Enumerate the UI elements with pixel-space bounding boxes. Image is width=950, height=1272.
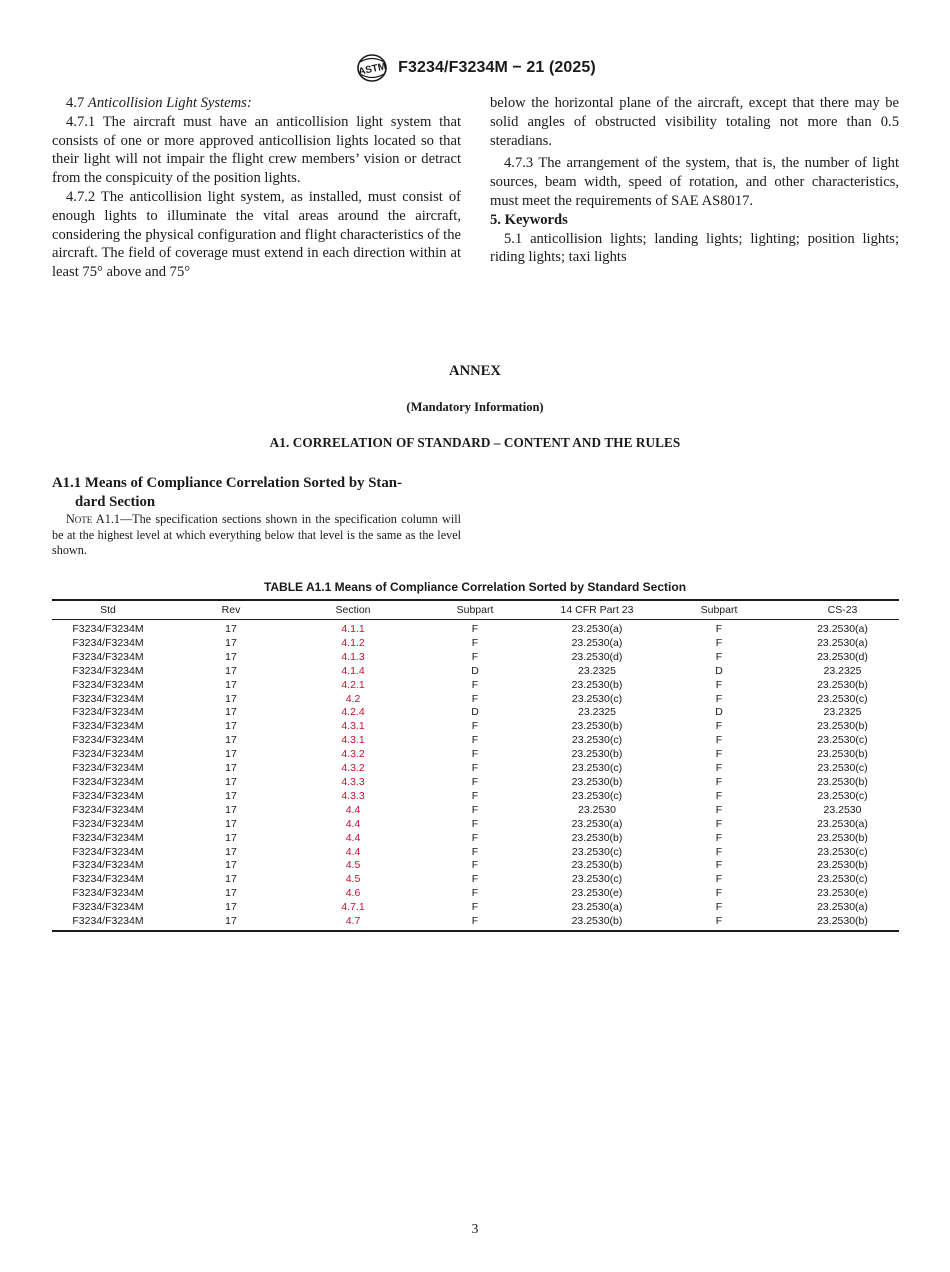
cell-cs23: 23.2530(a): [817, 901, 868, 914]
cell-section: 4.3.2: [341, 762, 365, 775]
cell-cs23: 23.2530(b): [817, 748, 868, 761]
logo-text: ASTM: [357, 61, 388, 78]
table-row: [52, 748, 899, 762]
note-label: Note: [66, 512, 93, 526]
header-subpart-2: Subpart: [652, 600, 786, 620]
cell-section: 4.3.1: [341, 720, 365, 733]
page-header: [0, 52, 950, 84]
cell-subpart-2: F: [652, 915, 786, 931]
cell-14cfr: 23.2530(a): [571, 623, 623, 635]
table-row: [52, 720, 899, 734]
cell-14cfr: 23.2530(a): [571, 901, 623, 914]
cell-subpart: F: [408, 915, 542, 931]
cell-cs23: 23.2530(b): [817, 831, 868, 844]
cell-subpart: F: [471, 817, 479, 830]
astm-logo-icon: [354, 53, 390, 83]
cell-rev: 17: [225, 720, 237, 733]
cell-rev: 17: [225, 873, 237, 886]
cell-cs23: 23.2530(c): [817, 873, 868, 886]
cell-std: F3234/F3234M: [72, 845, 144, 858]
header-section: Section: [298, 600, 408, 620]
cell-cs23: 23.2530(c): [817, 762, 868, 775]
section-title: Anticollision Light Systems:: [87, 95, 252, 111]
cell-subpart-2: F: [715, 748, 723, 761]
cell-section: 4.3.2: [341, 748, 365, 761]
cell-std: F3234/F3234M: [72, 720, 144, 733]
cell-subpart: F: [471, 901, 479, 914]
cell-cs23: 23.2530(b): [817, 775, 868, 788]
cell-subpart: D: [471, 706, 479, 719]
cell-section: 4.7.1: [341, 901, 365, 914]
cell-subpart-2: F: [715, 650, 723, 663]
table-row: [52, 693, 899, 707]
cell-std: F3234/F3234M: [72, 636, 144, 649]
cell-std: F3234/F3234M: [72, 873, 144, 886]
section-4-7-heading: [52, 94, 461, 113]
table-row: [52, 887, 899, 901]
cell-std: F3234/F3234M: [72, 692, 144, 705]
table-row: [52, 706, 899, 720]
a1-1-heading: [52, 474, 461, 512]
cell-section: 4.1.3: [341, 650, 365, 663]
header-std: Std: [52, 600, 164, 620]
table-row: [52, 790, 899, 804]
cell-14cfr: 23.2530(c): [571, 789, 623, 802]
cell-14cfr: 23.2325: [578, 664, 616, 677]
cell-cs23: 23.2530(c): [817, 789, 868, 802]
cell-14cfr: 23.2530(b): [571, 678, 623, 691]
cell-14cfr: 23.2325: [578, 706, 616, 719]
cell-subpart-2: F: [715, 831, 723, 844]
paragraph-4-7-3: 4.7.3 The arrangement of the system, that is, the number of light sources, beam width, speed of rotation, and other characteristics, must meet the requirements of SAE AS8017.: [490, 155, 899, 209]
cell-rev: 17: [225, 762, 237, 775]
table-row: [52, 846, 899, 860]
cell-cs23: 23.2530(b): [817, 720, 868, 733]
compliance-table: [52, 599, 899, 932]
cell-rev: 17: [164, 915, 298, 931]
cell-section: 4.4: [345, 845, 361, 858]
cell-cs23: 23.2530(a): [817, 623, 868, 635]
a1-1-heading-line1: A1.1 Means of Compliance Correlation Sorted by Stan-: [52, 475, 402, 491]
annex-subtitle: (Mandatory Information): [406, 400, 544, 414]
cell-subpart: F: [471, 734, 479, 747]
cell-subpart-2: F: [715, 762, 723, 775]
cell-section: 4.4: [345, 817, 361, 830]
cell-cs23: 23.2530(b): [817, 678, 868, 691]
cell-std: F3234/F3234M: [72, 789, 144, 802]
cell-section: 4.4: [345, 803, 361, 816]
cell-cs23: 23.2530(e): [817, 887, 868, 900]
cell-rev: 17: [225, 859, 237, 872]
cell-std: F3234/F3234M: [72, 762, 144, 775]
cell-std: F3234/F3234M: [72, 831, 144, 844]
cell-std: F3234/F3234M: [72, 678, 144, 691]
cell-cs23: 23.2325: [823, 664, 862, 677]
cell-rev: 17: [225, 831, 237, 844]
cell-14cfr: 23.2530(c): [571, 762, 623, 775]
cell-subpart-2: F: [715, 887, 723, 900]
cell-rev: 17: [225, 636, 237, 649]
cell-14cfr: 23.2530(b): [571, 748, 623, 761]
cell-std: F3234/F3234M: [72, 650, 144, 663]
cell-section: 4.2.4: [341, 706, 365, 719]
cell-rev: 17: [225, 734, 237, 747]
cell-cs23: 23.2530(b): [786, 915, 899, 931]
cell-subpart: F: [471, 748, 479, 761]
cell-subpart: F: [471, 831, 479, 844]
cell-section: 4.5: [345, 859, 361, 872]
cell-std: F3234/F3234M: [72, 887, 144, 900]
table-row: [52, 637, 899, 651]
cell-std: F3234/F3234M: [72, 859, 144, 872]
keywords-heading: 5. Keywords: [490, 211, 568, 228]
paragraph-4-7-1: 4.7.1 The aircraft must have an anticollision light system that consists of one or more approved anticollision lights located so that their light will not impair the flight crew members’ vision or detract from the conspicuity of the position lights.: [52, 113, 461, 187]
cell-subpart-2: F: [715, 692, 723, 705]
cell-subpart: F: [471, 803, 479, 816]
cell-std: F3234/F3234M: [72, 817, 144, 830]
cell-subpart-2: F: [715, 901, 723, 914]
cell-rev: 17: [225, 803, 237, 816]
cell-section: 4.3.1: [341, 734, 365, 747]
cell-subpart: F: [471, 678, 479, 691]
cell-rev: 17: [225, 706, 237, 719]
table-row: [52, 804, 899, 818]
cell-rev: 17: [225, 901, 237, 914]
cell-std: F3234/F3234M: [72, 623, 144, 635]
cell-subpart: F: [471, 887, 479, 900]
cell-subpart-2: F: [715, 678, 723, 691]
cell-section: 4.3.3: [341, 775, 365, 788]
cell-std: F3234/F3234M: [72, 803, 144, 816]
table-row: [52, 734, 899, 748]
cell-rev: 17: [225, 789, 237, 802]
cell-14cfr: 23.2530(c): [571, 873, 623, 886]
document-id: F3234/F3234M − 21 (2025): [398, 59, 596, 76]
cell-14cfr: 23.2530(a): [571, 817, 623, 830]
cell-rev: 17: [225, 678, 237, 691]
section-number: 4.7: [66, 95, 85, 111]
cell-subpart: F: [471, 775, 479, 788]
cell-14cfr: 23.2530(b): [571, 720, 623, 733]
cell-subpart: F: [471, 762, 479, 775]
left-column: [52, 94, 461, 282]
cell-cs23: 23.2530(c): [817, 734, 868, 747]
paragraph-5-1: 5.1 anticollision lights; landing lights; lighting; position lights; riding lights; taxi lights: [490, 230, 899, 266]
table-title: TABLE A1.1 Means of Compliance Correlation Sorted by Standard Section: [263, 580, 687, 594]
cell-subpart: F: [471, 720, 479, 733]
table-row: [52, 762, 899, 776]
table-row: [52, 665, 899, 679]
cell-rev: 17: [225, 650, 237, 663]
cell-14cfr: 23.2530(b): [571, 775, 623, 788]
table-row: [52, 832, 899, 846]
header-cs23: CS-23: [786, 600, 899, 620]
page-number: 3: [471, 1221, 479, 1236]
cell-rev: 17: [225, 692, 237, 705]
table-row: [52, 901, 899, 915]
header-subpart: Subpart: [408, 600, 542, 620]
note-a1-1: [52, 512, 461, 559]
cell-section: 4.2: [345, 692, 361, 705]
right-column: [490, 94, 899, 267]
cell-subpart: F: [471, 692, 479, 705]
cell-rev: 17: [225, 748, 237, 761]
cell-subpart: F: [471, 636, 479, 649]
cell-subpart-2: F: [715, 873, 723, 886]
cell-subpart: D: [471, 664, 479, 677]
cell-section: 4.6: [345, 887, 361, 900]
cell-subpart-2: F: [715, 623, 723, 635]
cell-cs23: 23.2530(c): [817, 692, 868, 705]
cell-rev: 17: [225, 845, 237, 858]
cell-14cfr: 23.2530(b): [571, 859, 623, 872]
table-row: [52, 679, 899, 693]
cell-rev: 17: [225, 664, 237, 677]
cell-cs23: 23.2325: [823, 706, 862, 719]
table-row: [52, 651, 899, 665]
cell-subpart-2: F: [715, 734, 723, 747]
cell-subpart: F: [471, 845, 479, 858]
cell-std: F3234/F3234M: [72, 775, 144, 788]
cell-std: F3234/F3234M: [72, 706, 144, 719]
cell-subpart: F: [471, 873, 479, 886]
a1-1-heading-line2: dard Section: [75, 494, 156, 510]
cell-14cfr: 23.2530(d): [571, 650, 623, 663]
cell-subpart-2: F: [715, 636, 723, 649]
table-row: [52, 859, 899, 873]
cell-subpart-2: D: [715, 664, 723, 677]
cell-cs23: 23.2530(d): [817, 650, 868, 663]
cell-14cfr: 23.2530(c): [571, 734, 623, 747]
cell-rev: 17: [225, 775, 237, 788]
table-row: [52, 818, 899, 832]
cell-subpart-2: F: [715, 817, 723, 830]
cell-std: F3234/F3234M: [52, 915, 164, 931]
cell-section: 4.1.4: [341, 664, 365, 677]
cell-subpart-2: F: [715, 859, 723, 872]
cell-cs23: 23.2530(c): [817, 845, 868, 858]
cell-rev: 17: [225, 887, 237, 900]
cell-cs23: 23.2530(a): [817, 817, 868, 830]
cell-cs23: 23.2530(a): [817, 636, 868, 649]
cell-14cfr: 23.2530(a): [571, 636, 623, 649]
cell-14cfr: 23.2530(c): [571, 845, 623, 858]
paragraph-4-7-2-continued: below the horizontal plane of the aircraft, except that there may be solid angles of obstructed visibility totaling not more than 0.5 steradians.: [490, 95, 899, 149]
cell-rev: 17: [225, 817, 237, 830]
cell-subpart-2: F: [715, 789, 723, 802]
table-header-row: [52, 600, 899, 620]
cell-section: 4.2.1: [341, 678, 365, 691]
cell-14cfr: 23.2530(b): [571, 831, 623, 844]
cell-std: F3234/F3234M: [72, 748, 144, 761]
cell-14cfr: 23.2530(e): [571, 887, 623, 900]
cell-cs23: 23.2530: [823, 803, 862, 816]
cell-section: 4.1.2: [341, 636, 365, 649]
cell-subpart: F: [471, 623, 479, 635]
cell-14cfr: 23.2530(c): [571, 692, 623, 705]
cell-section: 4.7: [298, 915, 408, 931]
cell-subpart-2: F: [715, 845, 723, 858]
cell-std: F3234/F3234M: [72, 901, 144, 914]
cell-cs23: 23.2530(b): [817, 859, 868, 872]
annex-title: ANNEX: [449, 363, 501, 379]
cell-subpart-2: F: [715, 775, 723, 788]
cell-section: 4.1.1: [341, 623, 365, 635]
cell-section: 4.4: [345, 831, 361, 844]
cell-rev: 17: [225, 623, 237, 635]
cell-subpart-2: F: [715, 720, 723, 733]
table-row: [52, 776, 899, 790]
note-text: A1.1—The specification sections shown in the specification column will be at the highest level at which everything below that level is the same as the level shown.: [52, 512, 461, 557]
cell-subpart: F: [471, 859, 479, 872]
cell-std: F3234/F3234M: [72, 734, 144, 747]
table-row: [52, 915, 899, 931]
cell-subpart-2: D: [715, 706, 723, 719]
cell-subpart: F: [471, 650, 479, 663]
paragraph-4-7-2: 4.7.2 The anticollision light system, as installed, must consist of enough lights to illuminate the vital areas around the aircraft, considering the physical configuration and flight characteristics of the aircraft. The field of coverage must extend in each direction within at least 75° above and 75°: [52, 188, 461, 281]
table-row: [52, 873, 899, 887]
cell-section: 4.3.3: [341, 789, 365, 802]
cell-section: 4.5: [345, 873, 361, 886]
cell-std: F3234/F3234M: [72, 664, 144, 677]
table-row: [52, 620, 899, 637]
cell-subpart-2: F: [715, 803, 723, 816]
table-body: [52, 620, 899, 931]
cell-14cfr: 23.2530(b): [542, 915, 652, 931]
annex-a1-heading: A1. CORRELATION OF STANDARD – CONTENT AND THE RULES: [269, 435, 681, 450]
header-14cfr: 14 CFR Part 23: [542, 600, 652, 620]
cell-14cfr: 23.2530: [578, 803, 616, 816]
cell-subpart: F: [471, 789, 479, 802]
compliance-table-wrapper: [52, 599, 899, 932]
header-rev: Rev: [164, 600, 298, 620]
